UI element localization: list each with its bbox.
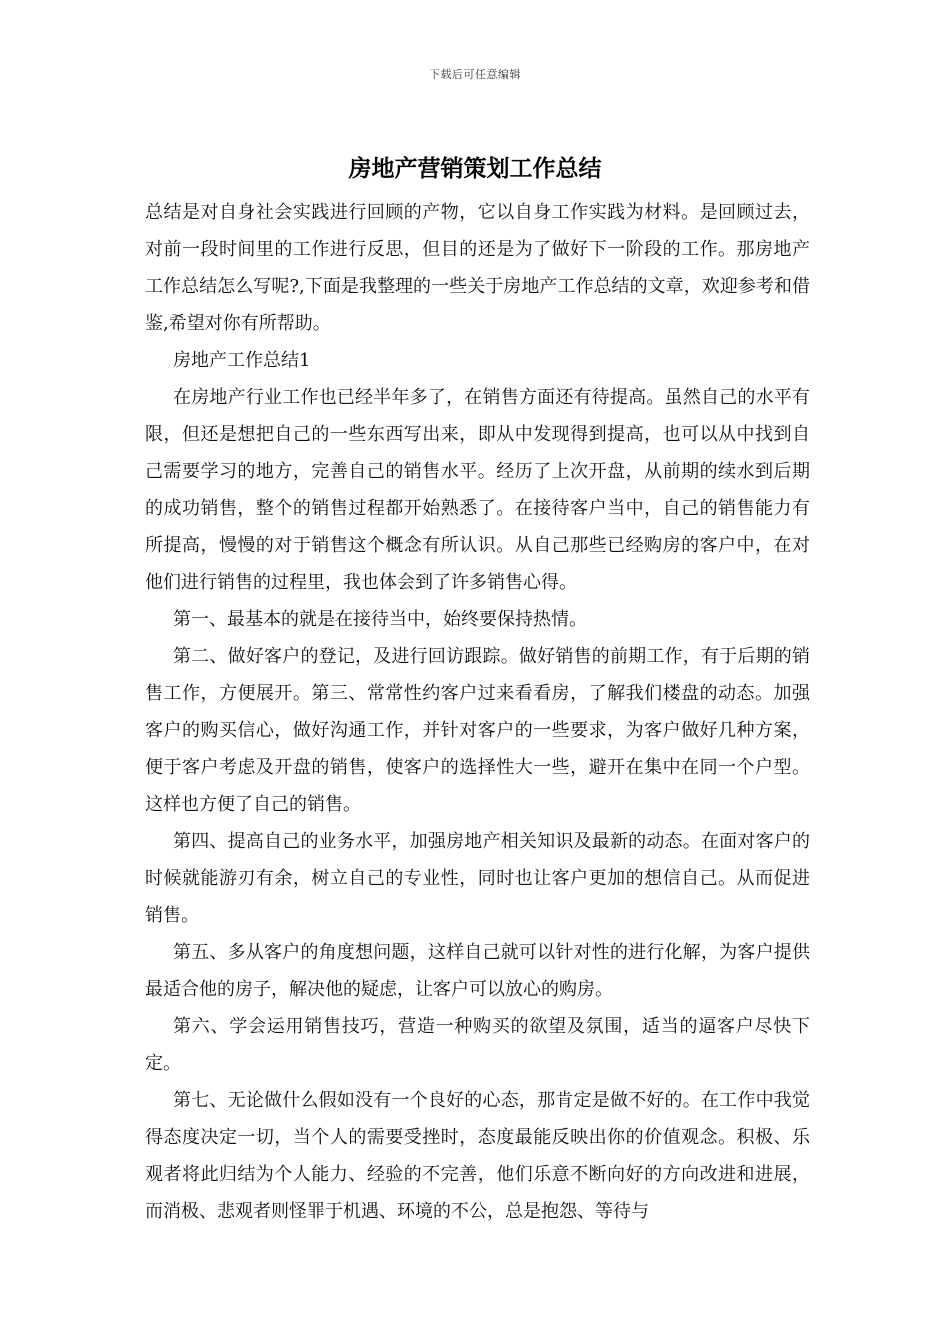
- paragraph: 第一、最基本的就是在接待当中，始终要保持热情。: [173, 609, 587, 630]
- paragraph: 第四、提高自己的业务水平，加强房地产相关知识及最新的动态。在面对客户的时候就能游刃有余，树立自己的专业性，同时也让客户更加的想信自己。从而促进销售。: [145, 831, 810, 926]
- document-title: 房地产营销策划工作总结: [348, 155, 602, 182]
- paragraph: 第二、做好客户的登记，及进行回访跟踪。做好销售的前期工作，有于后期的销售工作，方便展开。第三、常常性约客户过来看看房，了解我们楼盘的动态。加强客户的购买信心，做好沟通工作，并针对客户的一些要求，为客户做好几种方案，便于客户考虑及开盘的销售，使客户的选择性大一些，避开在集中在同一个户型。这样也方便了自己的销售。: [145, 646, 810, 815]
- paragraph-intro: 总结是对自身社会实践进行回顾的产物，它以自身工作实践为材料。是回顾过去，对前一段时间里的工作进行反思，但目的还是为了做好下一阶段的工作。那房地产工作总结怎么写呢?,下面是我整理的一些关于房地产工作总结的文章，欢迎参考和借鉴,希望对你有所帮助。: [145, 202, 810, 334]
- section-heading: 房地产工作总结1: [173, 350, 311, 371]
- document-body: [145, 194, 810, 1230]
- paragraph: 第六、学会运用销售技巧，营造一种购买的欲望及氛围，适当的逼客户尽快下定。: [145, 1016, 810, 1074]
- paragraph: 在房地产行业工作也已经半年多了，在销售方面还有待提高。虽然自己的水平有限，但还是想把自己的一些东西写出来，即从中发现得到提高，也可以从中找到自己需要学习的地方，完善自己的销售水平。经历了上次开盘，从前期的续水到后期的成功销售，整个的销售过程都开始熟悉了。在接待客户当中，自己的销售能力有所提高，慢慢的对于销售这个概念有所认识。从自己那些已经购房的客户中，在对他们进行销售的过程里，我也体会到了许多销售心得。: [145, 387, 810, 593]
- paragraph: 第七、无论做什么假如没有一个良好的心态，那肯定是做不好的。在工作中我觉得态度决定一切，当个人的需要受挫时，态度最能反映出你的价值观念。积极、乐观者将此归结为个人能力、经验的不完善，他们乐意不断向好的方向改进和进展，而消极、悲观者则怪罪于机遇、环境的不公，总是抱怨、等待与: [145, 1090, 810, 1222]
- header-note: 下载后可任意编辑: [429, 68, 521, 81]
- paragraph: 第五、多从客户的角度想问题，这样自己就可以针对性的进行化解，为客户提供最适合他的房子，解决他的疑虑，让客户可以放心的购房。: [145, 942, 810, 1000]
